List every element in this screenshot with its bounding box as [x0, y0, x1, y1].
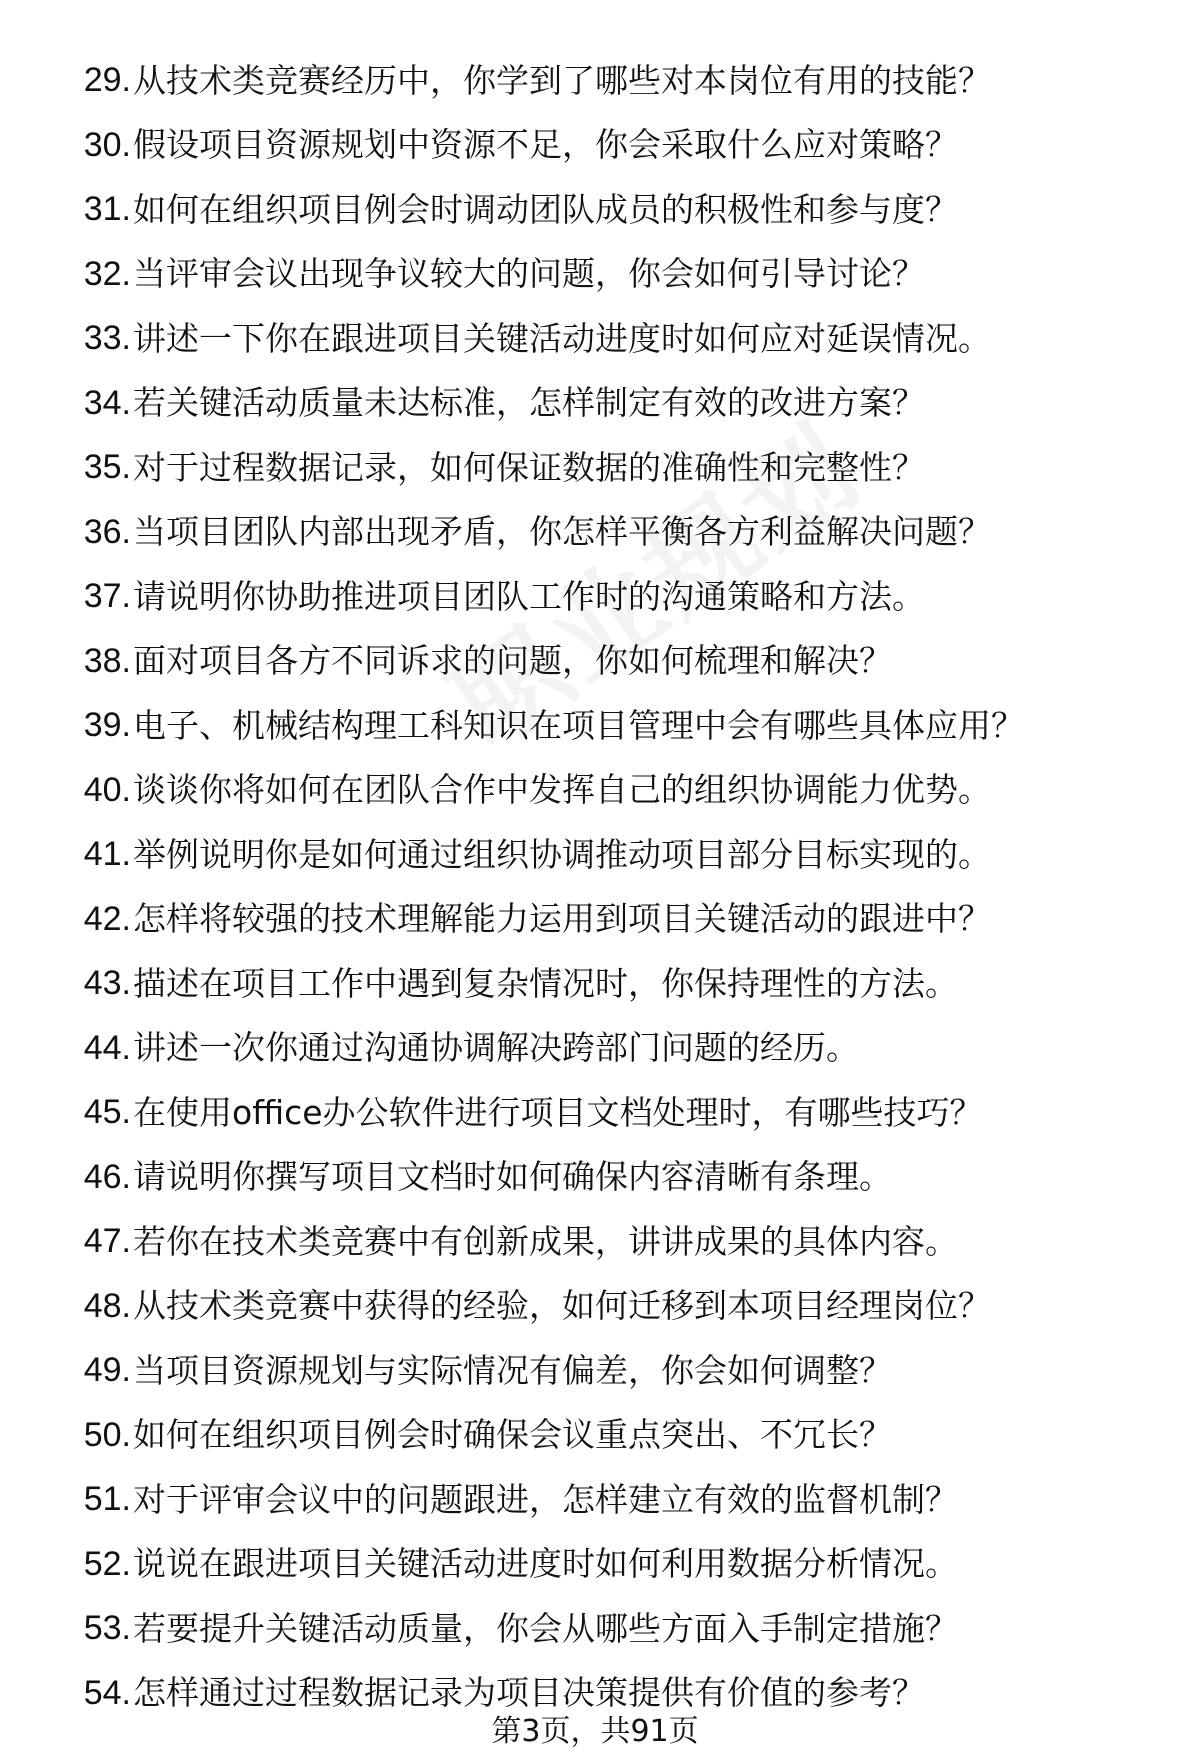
question-text: 对于评审会议中的问题跟进，怎样建立有效的监督机制？: [133, 1479, 958, 1519]
question-item: [0, 1532, 1190, 1597]
question-number: 41.: [83, 835, 131, 874]
question-item: [0, 371, 1190, 436]
question-number: 49.: [83, 1351, 131, 1390]
question-number: 50.: [83, 1415, 131, 1454]
question-text: 怎样将较强的技术理解能力运用到项目关键活动的跟进中？: [133, 899, 991, 939]
question-text: 对于过程数据记录，如何保证数据的准确性和完整性？: [133, 447, 925, 487]
question-item: [0, 242, 1190, 307]
question-number: 34.: [83, 383, 131, 422]
question-item: [0, 48, 1190, 113]
question-text: 讲述一次你通过沟通协调解决跨部门问题的经历。: [133, 1028, 859, 1068]
question-text: 若要提升关键活动质量，你会从哪些方面入手制定措施？: [133, 1608, 958, 1648]
question-text: 举例说明你是如何通过组织协调推动项目部分目标实现的。: [133, 834, 991, 874]
question-number: 52.: [83, 1544, 131, 1583]
question-number: 46.: [83, 1157, 131, 1196]
question-list: [0, 48, 1190, 1725]
question-item: [0, 758, 1190, 823]
question-text: 如何在组织项目例会时调动团队成员的积极性和参与度？: [133, 189, 958, 229]
question-text: 当项目团队内部出现矛盾，你怎样平衡各方利益解决问题？: [133, 512, 991, 552]
question-text: 面对项目各方不同诉求的问题，你如何梳理和解决？: [133, 641, 892, 681]
question-text: 说说在跟进项目关键活动进度时如何利用数据分析情况。: [133, 1544, 958, 1584]
question-item: [0, 113, 1190, 178]
question-text: 讲述一下你在跟进项目关键活动进度时如何应对延误情况。: [133, 318, 991, 358]
question-text: 谈谈你将如何在团队合作中发挥自己的组织协调能力优势。: [133, 770, 991, 810]
question-text: 如何在组织项目例会时确保会议重点突出、不冗长？: [133, 1415, 892, 1455]
question-item: [0, 1338, 1190, 1403]
question-text: 若关键活动质量未达标准，怎样制定有效的改进方案？: [133, 383, 925, 423]
question-item: [0, 1209, 1190, 1274]
question-item: [0, 693, 1190, 758]
question-number: 48.: [83, 1286, 131, 1325]
question-number: 32.: [83, 254, 131, 293]
question-item: [0, 951, 1190, 1016]
question-number: 35.: [83, 448, 131, 487]
question-number: 31.: [83, 190, 131, 229]
question-number: 29.: [83, 61, 131, 100]
question-item: [0, 564, 1190, 629]
question-number: 53.: [83, 1609, 131, 1648]
question-text: 请说明你协助推进项目团队工作时的沟通策略和方法。: [133, 576, 925, 616]
question-number: 44.: [83, 1028, 131, 1067]
question-number: 33.: [83, 319, 131, 358]
question-item: [0, 629, 1190, 694]
question-number: 38.: [83, 641, 131, 680]
question-text: 怎样通过过程数据记录为项目决策提供有价值的参考？: [133, 1673, 925, 1713]
question-text: 当评审会议出现争议较大的问题，你会如何引导讨论？: [133, 254, 925, 294]
question-item: [0, 1016, 1190, 1081]
page-footer: [0, 1706, 1190, 1750]
question-text: 电子、机械结构理工科知识在项目管理中会有哪些具体应用？: [133, 705, 1024, 745]
question-item: [0, 177, 1190, 242]
question-text: 假设项目资源规划中资源不足，你会采取什么应对策略？: [133, 125, 958, 165]
question-item: [0, 306, 1190, 371]
question-number: 37.: [83, 577, 131, 616]
question-text: 从技术类竞赛中获得的经验，如何迁移到本项目经理岗位？: [133, 1286, 991, 1326]
question-text: 在使用office办公软件进行项目文档处理时，有哪些技巧？: [133, 1092, 983, 1132]
question-item: [0, 1145, 1190, 1210]
question-text: 若你在技术类竞赛中有创新成果，讲讲成果的具体内容。: [133, 1221, 958, 1261]
question-text: 当项目资源规划与实际情况有偏差，你会如何调整？: [133, 1350, 892, 1390]
question-item: [0, 1080, 1190, 1145]
question-number: 47.: [83, 1222, 131, 1261]
page-number-label: 第3页，共91页: [491, 1714, 699, 1749]
question-item: [0, 1274, 1190, 1339]
question-number: 42.: [83, 899, 131, 938]
question-number: 36.: [83, 512, 131, 551]
question-item: [0, 1467, 1190, 1532]
question-number: 39.: [83, 706, 131, 745]
question-item: [0, 887, 1190, 952]
question-number: 43.: [83, 964, 131, 1003]
question-text: 描述在项目工作中遇到复杂情况时，你保持理性的方法。: [133, 963, 958, 1003]
question-number: 54.: [83, 1673, 131, 1712]
question-item: [0, 435, 1190, 500]
question-item: [0, 1596, 1190, 1661]
question-item: [0, 822, 1190, 887]
question-text: 从技术类竞赛经历中，你学到了哪些对本岗位有用的技能？: [133, 60, 991, 100]
question-text: 请说明你撰写项目文档时如何确保内容清晰有条理。: [133, 1157, 892, 1197]
question-number: 51.: [83, 1480, 131, 1519]
question-number: 40.: [83, 770, 131, 809]
question-item: [0, 500, 1190, 565]
question-number: 45.: [83, 1093, 131, 1132]
question-number: 30.: [83, 125, 131, 164]
question-item: [0, 1403, 1190, 1468]
